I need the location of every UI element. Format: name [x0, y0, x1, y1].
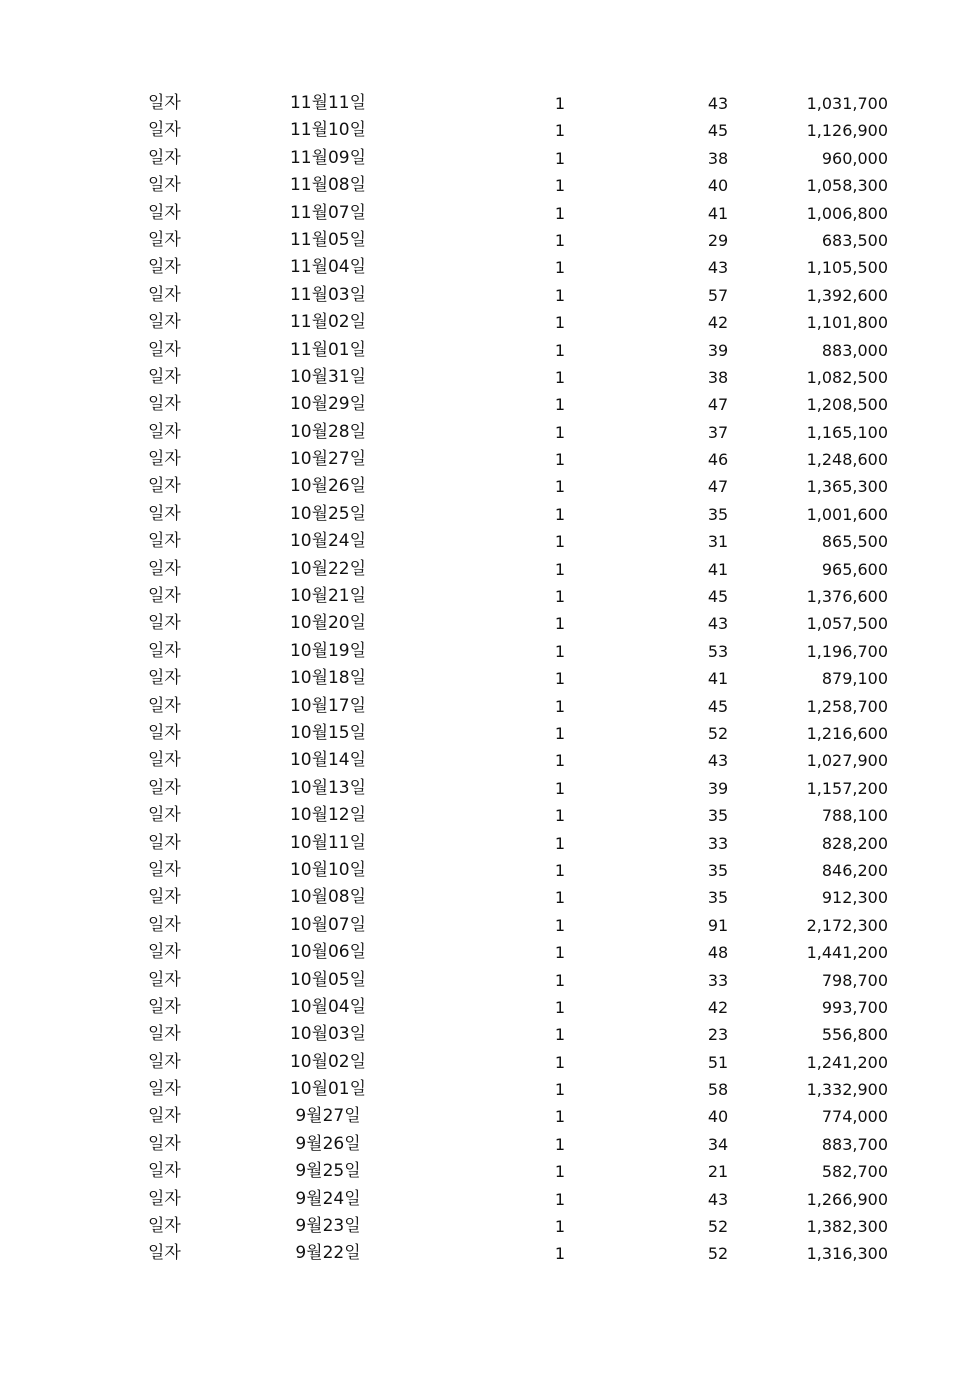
table-row: [0, 1076, 980, 1103]
date-cell: 9월27일: [295, 1106, 361, 1127]
amount-cell: 879,100: [821, 669, 888, 689]
table-row: [0, 884, 980, 911]
count-cell: 1: [554, 806, 566, 826]
table-row: [0, 830, 980, 857]
row-label: 일자: [148, 640, 181, 661]
date-cell: 10월31일: [289, 366, 367, 387]
amount-cell: 1,266,900: [806, 1189, 888, 1209]
amount-cell: 846,200: [821, 860, 888, 880]
table-row: [0, 720, 980, 747]
count-cell: 1: [554, 778, 566, 798]
table-row: [0, 1240, 980, 1267]
amount-cell: 1,365,300: [806, 477, 888, 497]
amount-cell: 1,332,900: [806, 1080, 888, 1100]
count-cell: 1: [554, 1052, 566, 1072]
row-label: 일자: [148, 257, 181, 278]
date-cell: 10월03일: [289, 1024, 367, 1045]
date-cell: 10월28일: [289, 421, 367, 442]
row-label: 일자: [148, 476, 181, 497]
amount-cell: 1,157,200: [806, 778, 888, 798]
row-label: 일자: [148, 503, 181, 524]
table-row: [0, 1213, 980, 1240]
date-cell: 11월03일: [289, 284, 367, 305]
table-row: [0, 337, 980, 364]
quantity-cell: 38: [707, 148, 729, 168]
table-row: [0, 117, 980, 144]
table-row: [0, 967, 980, 994]
date-cell: 10월14일: [289, 750, 367, 771]
quantity-cell: 52: [707, 723, 729, 743]
table-row: [0, 857, 980, 884]
row-label: 일자: [148, 147, 181, 168]
row-label: 일자: [148, 996, 181, 1017]
count-cell: 1: [554, 1025, 566, 1045]
count-cell: 1: [554, 915, 566, 935]
amount-cell: 1,165,100: [806, 422, 888, 442]
amount-cell: 788,100: [821, 806, 888, 826]
quantity-cell: 53: [707, 641, 729, 661]
table-row: [0, 391, 980, 418]
row-label: 일자: [148, 449, 181, 470]
quantity-cell: 51: [707, 1052, 729, 1072]
table-row: [0, 747, 980, 774]
date-cell: 11월04일: [289, 257, 367, 278]
date-cell: 11월11일: [289, 93, 367, 113]
row-label: 일자: [148, 1024, 181, 1045]
quantity-cell: 23: [707, 1025, 729, 1045]
quantity-cell: 48: [707, 943, 729, 963]
count-cell: 1: [554, 1217, 566, 1237]
count-cell: 1: [554, 1080, 566, 1100]
row-label: 일자: [148, 366, 181, 387]
quantity-cell: 47: [707, 395, 729, 415]
table-row: [0, 145, 980, 172]
amount-cell: 883,700: [821, 1134, 888, 1154]
amount-cell: 1,208,500: [806, 395, 888, 415]
table-row: [0, 364, 980, 391]
amount-cell: 1,316,300: [806, 1244, 888, 1264]
count-cell: 1: [554, 1189, 566, 1209]
quantity-cell: 91: [707, 915, 729, 935]
date-cell: 10월20일: [289, 613, 367, 634]
row-label: 일자: [148, 914, 181, 935]
table-row: [0, 939, 980, 966]
count-cell: 1: [554, 860, 566, 880]
date-cell: 10월08일: [289, 887, 367, 908]
count-cell: 1: [554, 504, 566, 524]
quantity-cell: 58: [707, 1080, 729, 1100]
amount-cell: 1,376,600: [806, 587, 888, 607]
count-cell: 1: [554, 970, 566, 990]
count-cell: 1: [554, 203, 566, 223]
count-cell: 1: [554, 477, 566, 497]
amount-cell: 683,500: [821, 230, 888, 250]
date-cell: 10월18일: [289, 668, 367, 689]
table-row: [0, 227, 980, 254]
date-cell: 10월13일: [289, 777, 367, 798]
count-cell: 1: [554, 148, 566, 168]
date-cell: 9월26일: [295, 1133, 361, 1154]
table-row: [0, 419, 980, 446]
row-label: 일자: [148, 202, 181, 223]
date-cell: 10월01일: [289, 1079, 367, 1100]
count-cell: 1: [554, 176, 566, 196]
row-label: 일자: [148, 1079, 181, 1100]
date-cell: 10월10일: [289, 859, 367, 880]
row-label: 일자: [148, 175, 181, 196]
count-cell: 1: [554, 943, 566, 963]
table-row: [0, 1049, 980, 1076]
date-cell: 10월06일: [289, 942, 367, 963]
table-row: [0, 693, 980, 720]
count-cell: 1: [554, 723, 566, 743]
row-label: 일자: [148, 339, 181, 360]
quantity-cell: 31: [707, 532, 729, 552]
amount-cell: 883,000: [821, 340, 888, 360]
count-cell: 1: [554, 121, 566, 141]
row-label: 일자: [148, 394, 181, 415]
count-cell: 1: [554, 1162, 566, 1182]
row-label: 일자: [148, 832, 181, 853]
count-cell: 1: [554, 614, 566, 634]
count-cell: 1: [554, 997, 566, 1017]
date-cell: 11월05일: [289, 229, 367, 250]
row-label: 일자: [148, 1133, 181, 1154]
quantity-cell: 42: [707, 997, 729, 1017]
table-row: [0, 90, 980, 117]
amount-cell: 912,300: [821, 888, 888, 908]
row-label: 일자: [148, 695, 181, 716]
table-row: [0, 254, 980, 281]
amount-cell: 1,258,700: [806, 696, 888, 716]
count-cell: 1: [554, 422, 566, 442]
quantity-cell: 39: [707, 778, 729, 798]
quantity-cell: 29: [707, 230, 729, 250]
amount-cell: 1,057,500: [806, 614, 888, 634]
row-label: 일자: [148, 1188, 181, 1209]
date-cell: 11월09일: [289, 147, 367, 168]
quantity-cell: 35: [707, 860, 729, 880]
amount-cell: 1,082,500: [806, 367, 888, 387]
row-label: 일자: [148, 777, 181, 798]
quantity-cell: 57: [707, 285, 729, 305]
quantity-cell: 35: [707, 888, 729, 908]
table-row: [0, 775, 980, 802]
table-row: [0, 665, 980, 692]
row-label: 일자: [148, 312, 181, 333]
count-cell: 1: [554, 532, 566, 552]
amount-cell: 960,000: [821, 148, 888, 168]
count-cell: 1: [554, 669, 566, 689]
amount-cell: 556,800: [821, 1025, 888, 1045]
sales-table: [0, 90, 980, 1268]
row-label: 일자: [148, 942, 181, 963]
date-cell: 10월11일: [289, 832, 367, 853]
quantity-cell: 38: [707, 367, 729, 387]
date-cell: 9월25일: [295, 1161, 361, 1182]
date-cell: 10월25일: [289, 503, 367, 524]
date-cell: 11월02일: [289, 312, 367, 333]
amount-cell: 582,700: [821, 1162, 888, 1182]
count-cell: 1: [554, 258, 566, 278]
count-cell: 1: [554, 367, 566, 387]
date-cell: 10월21일: [289, 586, 367, 607]
amount-cell: 1,382,300: [806, 1217, 888, 1237]
quantity-cell: 52: [707, 1244, 729, 1264]
date-cell: 10월19일: [289, 640, 367, 661]
table-row: [0, 528, 980, 555]
table-row: [0, 282, 980, 309]
table-row: [0, 1131, 980, 1158]
amount-cell: 1,248,600: [806, 450, 888, 470]
count-cell: 1: [554, 559, 566, 579]
count-cell: 1: [554, 587, 566, 607]
date-cell: 10월26일: [289, 476, 367, 497]
row-label: 일자: [148, 1243, 181, 1264]
date-cell: 11월08일: [289, 175, 367, 196]
table-row: [0, 446, 980, 473]
date-cell: 10월15일: [289, 722, 367, 743]
quantity-cell: 45: [707, 121, 729, 141]
quantity-cell: 41: [707, 669, 729, 689]
row-label: 일자: [148, 750, 181, 771]
amount-cell: 993,700: [821, 997, 888, 1017]
row-label: 일자: [148, 887, 181, 908]
table-row: [0, 994, 980, 1021]
row-label: 일자: [148, 1051, 181, 1072]
date-cell: 10월12일: [289, 805, 367, 826]
row-label: 일자: [148, 969, 181, 990]
quantity-cell: 45: [707, 587, 729, 607]
table-row: [0, 1103, 980, 1130]
quantity-cell: 43: [707, 614, 729, 634]
count-cell: 1: [554, 1134, 566, 1154]
date-cell: 10월27일: [289, 449, 367, 470]
date-cell: 10월29일: [289, 394, 367, 415]
amount-cell: 2,172,300: [806, 915, 888, 935]
amount-cell: 1,001,600: [806, 504, 888, 524]
count-cell: 1: [554, 833, 566, 853]
table-row: [0, 1021, 980, 1048]
quantity-cell: 45: [707, 696, 729, 716]
row-label: 일자: [148, 421, 181, 442]
amount-cell: 1,392,600: [806, 285, 888, 305]
table-row: [0, 583, 980, 610]
date-cell: 10월04일: [289, 996, 367, 1017]
date-cell: 10월02일: [289, 1051, 367, 1072]
row-label: 일자: [148, 558, 181, 579]
date-cell: 10월17일: [289, 695, 367, 716]
amount-cell: 1,101,800: [806, 313, 888, 333]
table-row: [0, 473, 980, 500]
quantity-cell: 33: [707, 833, 729, 853]
amount-cell: 1,031,700: [806, 94, 888, 113]
row-label: 일자: [148, 805, 181, 826]
count-cell: 1: [554, 285, 566, 305]
amount-cell: 1,196,700: [806, 641, 888, 661]
table-row: [0, 1158, 980, 1185]
table-row: [0, 200, 980, 227]
count-cell: 1: [554, 340, 566, 360]
amount-cell: 798,700: [821, 970, 888, 990]
row-label: 일자: [148, 586, 181, 607]
date-cell: 10월22일: [289, 558, 367, 579]
amount-cell: 1,105,500: [806, 258, 888, 278]
quantity-cell: 47: [707, 477, 729, 497]
quantity-cell: 52: [707, 1217, 729, 1237]
quantity-cell: 43: [707, 258, 729, 278]
count-cell: 1: [554, 395, 566, 415]
row-label: 일자: [148, 859, 181, 880]
amount-cell: 965,600: [821, 559, 888, 579]
amount-cell: 1,006,800: [806, 203, 888, 223]
row-label: 일자: [148, 93, 181, 113]
table-row: [0, 501, 980, 528]
date-cell: 11월01일: [289, 339, 367, 360]
quantity-cell: 33: [707, 970, 729, 990]
quantity-cell: 41: [707, 559, 729, 579]
amount-cell: 865,500: [821, 532, 888, 552]
count-cell: 1: [554, 1107, 566, 1127]
amount-cell: 774,000: [821, 1107, 888, 1127]
quantity-cell: 41: [707, 203, 729, 223]
quantity-cell: 46: [707, 450, 729, 470]
amount-cell: 1,126,900: [806, 121, 888, 141]
count-cell: 1: [554, 751, 566, 771]
quantity-cell: 37: [707, 422, 729, 442]
date-cell: 11월07일: [289, 202, 367, 223]
row-label: 일자: [148, 1216, 181, 1237]
row-label: 일자: [148, 120, 181, 141]
row-label: 일자: [148, 229, 181, 250]
quantity-cell: 43: [707, 1189, 729, 1209]
row-label: 일자: [148, 613, 181, 634]
table-row: [0, 556, 980, 583]
count-cell: 1: [554, 1244, 566, 1264]
quantity-cell: 40: [707, 1107, 729, 1127]
count-cell: 1: [554, 94, 566, 113]
date-cell: 9월22일: [295, 1243, 361, 1264]
row-label: 일자: [148, 1106, 181, 1127]
amount-cell: 1,027,900: [806, 751, 888, 771]
count-cell: 1: [554, 696, 566, 716]
quantity-cell: 43: [707, 751, 729, 771]
amount-cell: 828,200: [821, 833, 888, 853]
count-cell: 1: [554, 888, 566, 908]
row-label: 일자: [148, 531, 181, 552]
date-cell: 11월10일: [289, 120, 367, 141]
row-label: 일자: [148, 284, 181, 305]
quantity-cell: 35: [707, 504, 729, 524]
count-cell: 1: [554, 641, 566, 661]
date-cell: 9월23일: [295, 1216, 361, 1237]
row-label: 일자: [148, 1161, 181, 1182]
table-row: [0, 912, 980, 939]
count-cell: 1: [554, 450, 566, 470]
quantity-cell: 40: [707, 176, 729, 196]
row-label: 일자: [148, 668, 181, 689]
row-label: 일자: [148, 722, 181, 743]
date-cell: 9월24일: [295, 1188, 361, 1209]
quantity-cell: 35: [707, 806, 729, 826]
quantity-cell: 39: [707, 340, 729, 360]
quantity-cell: 21: [707, 1162, 729, 1182]
quantity-cell: 34: [707, 1134, 729, 1154]
amount-cell: 1,441,200: [806, 943, 888, 963]
table-row: [0, 610, 980, 637]
table-row: [0, 638, 980, 665]
count-cell: 1: [554, 230, 566, 250]
amount-cell: 1,216,600: [806, 723, 888, 743]
table-row: [0, 172, 980, 199]
date-cell: 10월05일: [289, 969, 367, 990]
count-cell: 1: [554, 313, 566, 333]
table-row: [0, 1186, 980, 1213]
amount-cell: 1,058,300: [806, 176, 888, 196]
table-row: [0, 802, 980, 829]
date-cell: 10월07일: [289, 914, 367, 935]
quantity-cell: 42: [707, 313, 729, 333]
date-cell: 10월24일: [289, 531, 367, 552]
table-row: [0, 309, 980, 336]
amount-cell: 1,241,200: [806, 1052, 888, 1072]
quantity-cell: 43: [707, 94, 729, 113]
